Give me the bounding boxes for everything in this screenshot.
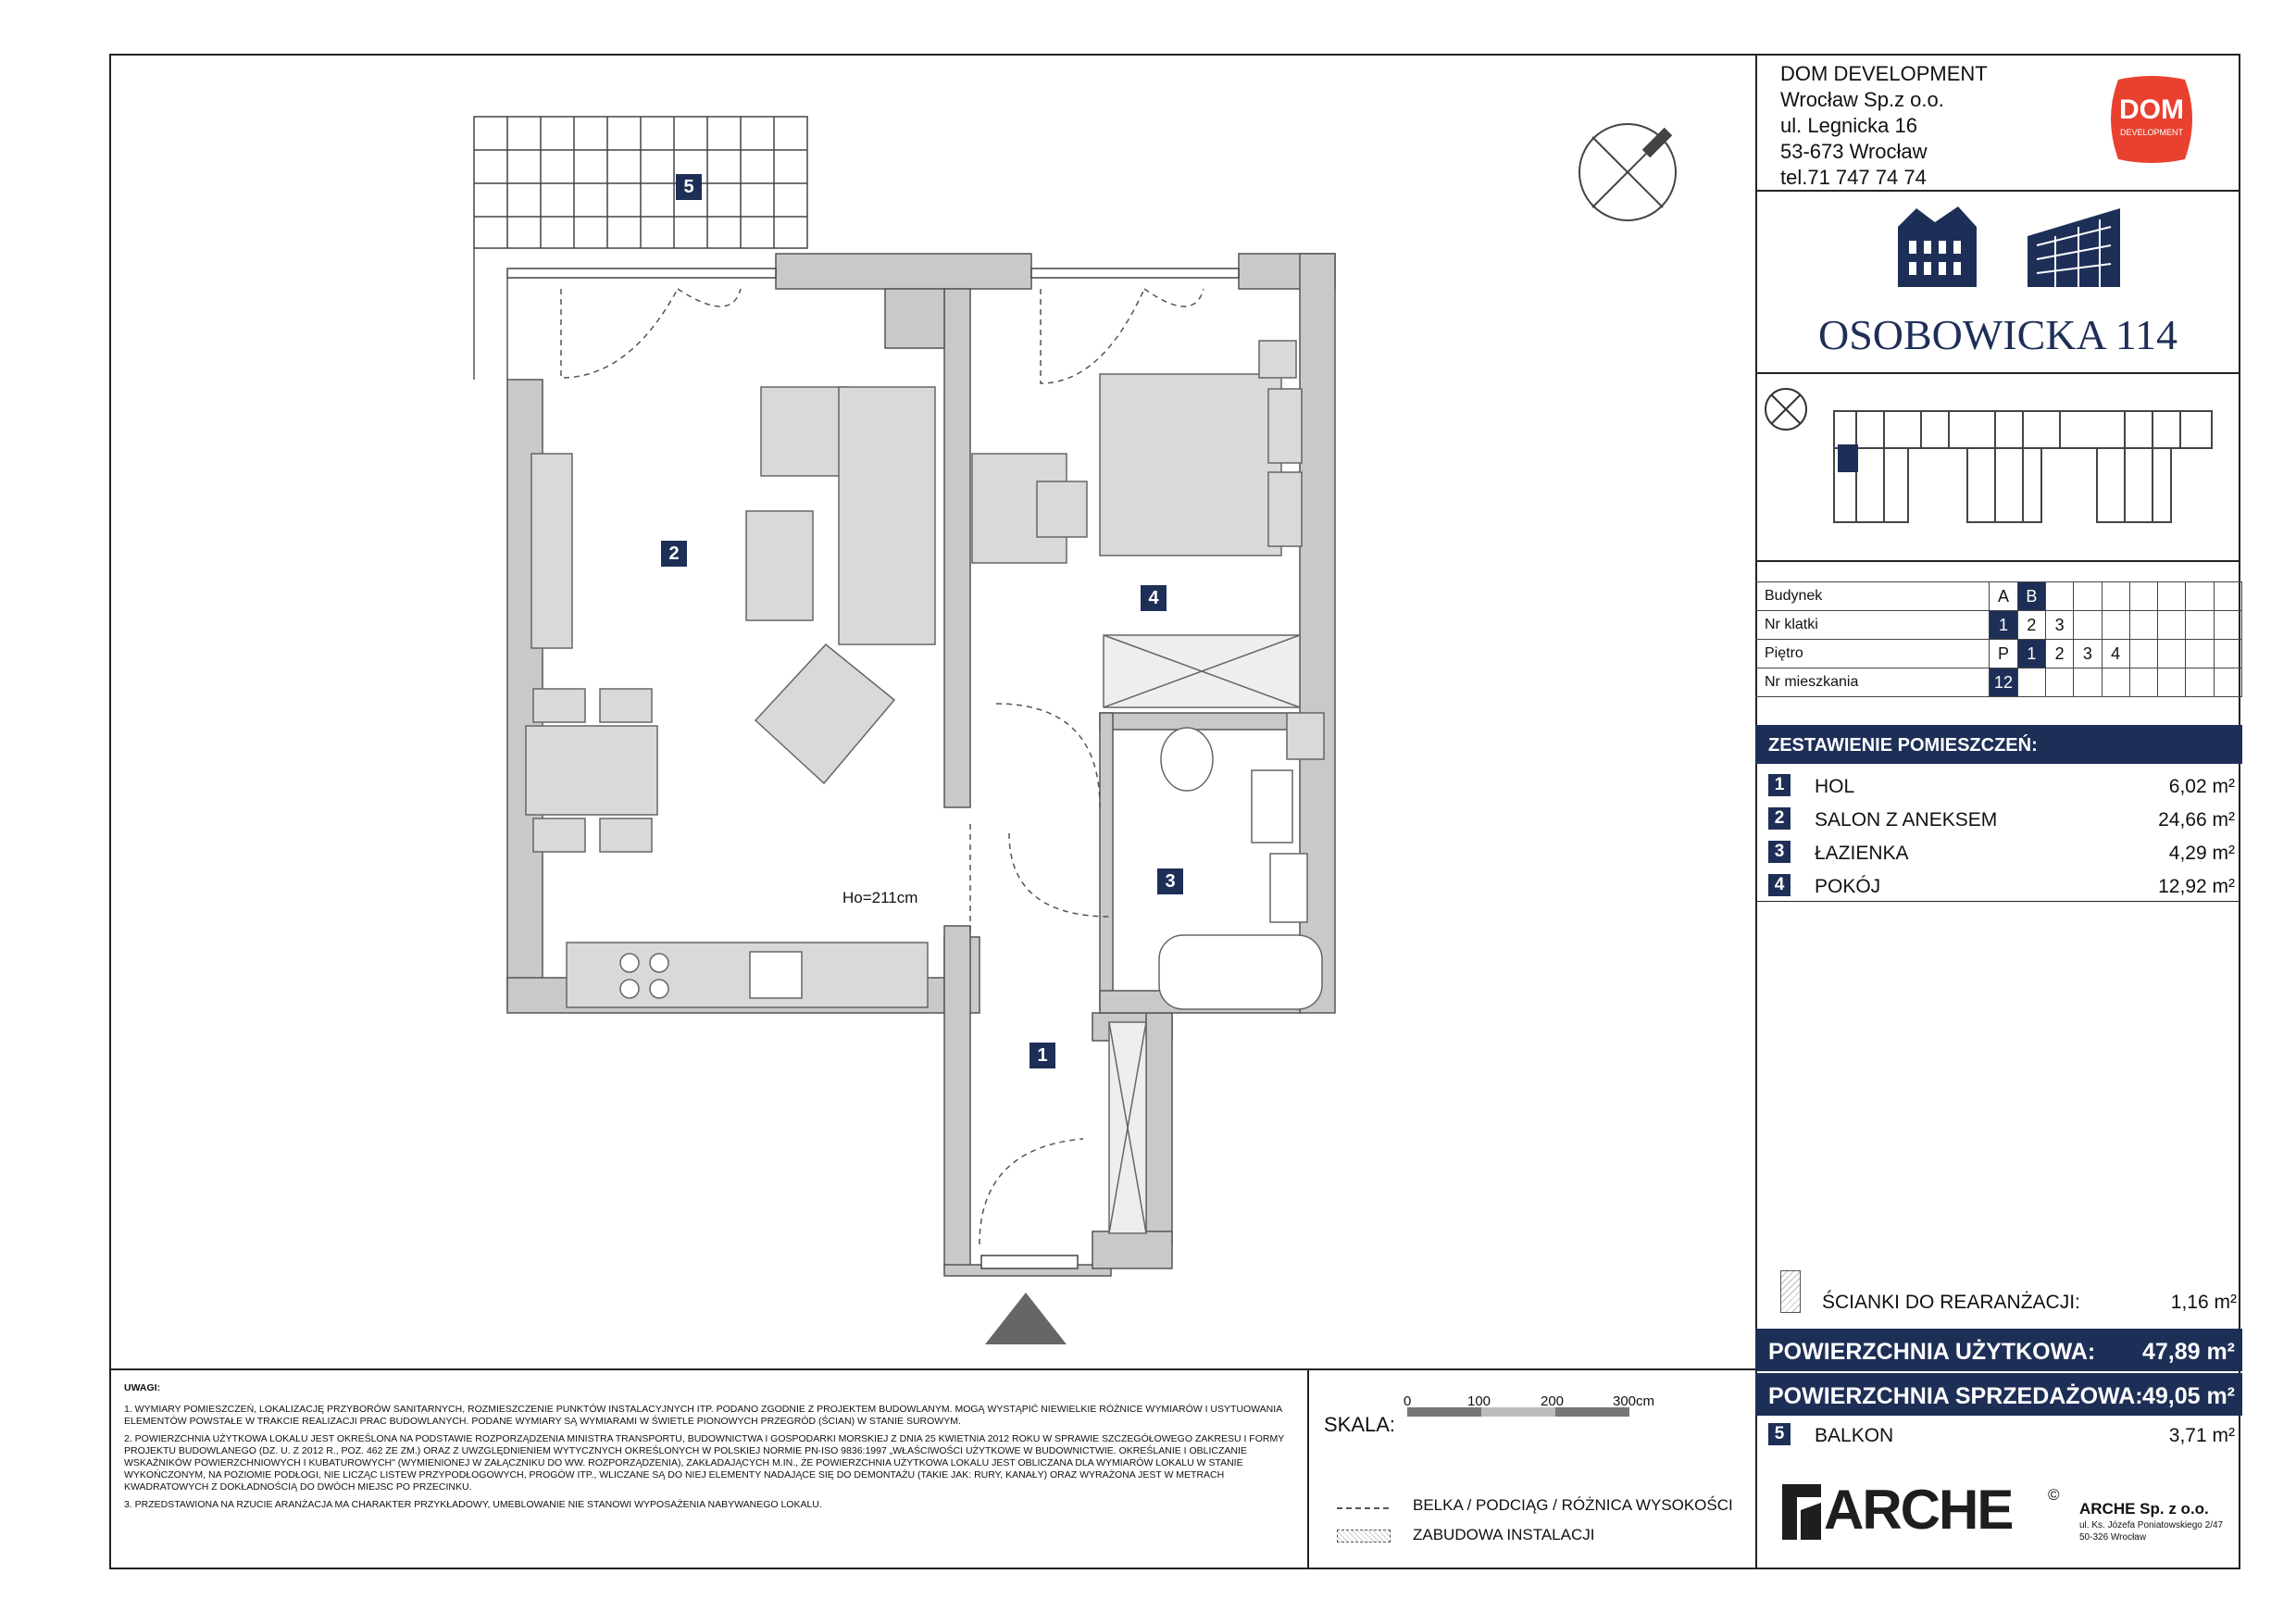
selector-cell (2045, 582, 2073, 611)
selector-cell (2214, 611, 2241, 640)
selector-row (1755, 668, 2242, 697)
arche-address-2: 50-326 Wrocław (2079, 1532, 2147, 1543)
selector-cell (2186, 582, 2214, 611)
entrance-arrow-icon (985, 1293, 1067, 1344)
selector-cell (2129, 668, 2157, 697)
selector-cell[interactable]: 12 (1990, 668, 2017, 697)
selector-cell[interactable]: 4 (2102, 640, 2129, 668)
key-plan (1764, 387, 2236, 549)
scale-label: SKALA: (1324, 1413, 1396, 1436)
height-note: Ho=211cm (842, 889, 918, 906)
room-number: 2 (1768, 807, 1791, 830)
room-name: POKÓJ (1815, 876, 1881, 897)
installation-legend-icon (1337, 1530, 1391, 1543)
selector-row (1755, 611, 2242, 640)
sales-area-bar (1755, 1373, 2242, 1416)
selector-cell (2017, 668, 2045, 697)
notes-title: UWAGI: (124, 1382, 161, 1393)
selector-cell (2158, 611, 2186, 640)
balcony-grid (474, 117, 807, 248)
room-row (1757, 870, 2240, 902)
selector-row-label: Piętro (1755, 640, 1990, 668)
rooms-header: ZESTAWIENIE POMIESZCZEŃ: (1768, 735, 2038, 756)
selector-row (1755, 582, 2242, 611)
selector-cell (2214, 582, 2241, 611)
selector-cell (2158, 668, 2186, 697)
dom-logo-sub: DEVELOPMENT (2119, 128, 2183, 137)
selector-cell (2102, 582, 2129, 611)
project-buildings-illustration (1889, 199, 2139, 296)
balcony-number: 5 (1768, 1423, 1791, 1445)
selector-cell (2129, 640, 2157, 668)
project-title: OSOBOWICKA 114 (1817, 311, 2178, 358)
rooms-header-bar (1755, 725, 2242, 764)
selector-cell[interactable]: P (1990, 640, 2017, 668)
selector-cell (2214, 640, 2241, 668)
room-name: HOL (1815, 776, 1855, 797)
arche-logo-mark (1782, 1484, 1821, 1540)
room-name: ŁAZIENKA (1815, 843, 1909, 864)
balcony-row (1757, 1419, 2240, 1451)
company-line2: Wrocław Sp.z o.o. (1780, 88, 1944, 111)
selector-cell (2158, 582, 2186, 611)
selector-cell (2158, 640, 2186, 668)
usable-area-bar (1755, 1329, 2242, 1371)
usable-area-value: 47,89 m² (2141, 1339, 2235, 1365)
company-city: 53-673 Wrocław (1780, 140, 1928, 163)
selector-cell[interactable]: B (2017, 582, 2045, 611)
note-item: 3. PRZEDSTAWIONA NA RZUCIE ARANŻACJA MA CHARAKTER PRZYKŁADOWY, UMEBLOWANIE NIE STANOWI WYPOSAŻENIA NABYWANEGO LOKALU. (124, 1499, 822, 1510)
usable-area-label: POWIERZCHNIA UŻYTKOWA: (1768, 1339, 2096, 1365)
selector-cell[interactable]: 3 (2045, 611, 2073, 640)
legend-installation: ZABUDOWA INSTALACJI (1413, 1526, 1595, 1543)
balcony-area: 3,71 m² (2168, 1425, 2235, 1446)
arche-logo-text: ARCHE (1824, 1479, 2013, 1541)
rooms-end-line (1755, 901, 2240, 902)
selector-cell (2186, 611, 2214, 640)
balcony-name: BALKON (1815, 1425, 1894, 1446)
rearrangement-area: 1,16 m² (2170, 1292, 2237, 1313)
legend-beam: BELKA / PODCIĄG / RÓŻNICA WYSOKOŚCI (1413, 1496, 1733, 1514)
room-row (1757, 837, 2240, 868)
room-area: 12,92 m² (2158, 876, 2235, 897)
selector-row-label: Nr mieszkania (1755, 668, 1990, 697)
selector-cell[interactable]: 3 (2074, 640, 2102, 668)
notes-divider (109, 1368, 1757, 1370)
arche-address-1: ul. Ks. Józefa Poniatowskiego 2/47 (2079, 1520, 2224, 1530)
scale-tick: 100 (1467, 1393, 1491, 1409)
keyplan-divider (1755, 560, 2240, 562)
selector-cell[interactable]: 1 (2017, 640, 2045, 668)
arche-copyright: © (2048, 1486, 2060, 1504)
selector-cell[interactable]: A (1990, 582, 2017, 611)
room-row (1757, 804, 2240, 835)
plan-label-bathroom: 3 (1157, 868, 1183, 894)
room-area: 24,66 m² (2158, 809, 2235, 831)
plan-label-hall: 1 (1029, 1043, 1055, 1068)
selector-cell[interactable]: 2 (2045, 640, 2073, 668)
note-item: 1. WYMIARY POMIESZCZEŃ, LOKALIZACJĘ PRZYBORÓW SANITARNYCH, ROZMIESZCZENIE PUNKTÓW INSTALACYJNYCH ITP. PODANO ZGODNIE Z PROJEKTEM BUDOWLANYM. MOGĄ WYSTĄPIĆ NIEWIELKIE RÓŻNICE WYMIARÓW I USYTUOWANIA ELEMENTÓW POWSTAŁE W TRAKCIE REALIZACJI PRAC BUDOWLANYCH. PODANE WYMIARY SĄ WYMIARAMI W ŚWIETLE PIONOWYCH PRZEGRÓD (ŚCIAN) W STANIE SUROWYM. (124, 1404, 1282, 1427)
selector-cell (2186, 640, 2214, 668)
company-name: DOM DEVELOPMENT (1780, 62, 1988, 85)
selector-cell (2045, 668, 2073, 697)
selector-cell (2074, 582, 2102, 611)
scale-tick: 300cm (1613, 1393, 1655, 1409)
sales-area-label: POWIERZCHNIA SPRZEDAŻOWA: (1768, 1383, 2143, 1409)
plan-label-room: 4 (1141, 585, 1167, 611)
selector-cell[interactable]: 1 (1990, 611, 2017, 640)
selector-cell (2186, 668, 2214, 697)
selector-row-label: Budynek (1755, 582, 1990, 611)
compass-icon (1579, 124, 1676, 220)
selector-row-label: Nr klatki (1755, 611, 1990, 640)
scale-tick: 0 (1404, 1393, 1412, 1409)
room-number: 4 (1768, 874, 1791, 896)
arche-company-name: ARCHE Sp. z o.o. (2079, 1500, 2209, 1518)
room-row (1757, 770, 2240, 802)
selector-cell[interactable]: 2 (2017, 611, 2045, 640)
selector-cell (2074, 668, 2102, 697)
notes-legend-divider (1307, 1368, 1309, 1569)
selector-cell (2129, 611, 2157, 640)
plan-label-salon: 2 (661, 541, 687, 567)
beam-legend-icon (1337, 1507, 1389, 1509)
company-street: ul. Legnicka 16 (1780, 114, 1917, 137)
company-phone: tel.71 747 74 74 (1780, 166, 1927, 189)
note-item: 2. POWIERZCHNIA UŻYTKOWA LOKALU JEST OKREŚLONA NA PODSTAWIE ROZPORZĄDZENIA MINISTRA TRANSPORTU, BUDOWNICTWA I GOSPODARKI MORSKIEJ Z DNIA 25 KWIETNIA 2012 ROKU W SPRAWIE SZCZEGÓŁOWEGO ZAKRESU I FORMY PROJEKTU BUDOWLANEGO (DZ. U. Z 2012 R., POZ. 462 ZE ZM.) ORAZ Z UWZGLĘDNIENIEM WYTYCZNYCH OKREŚLONYCH W POLSKIEJ NORMIE PN-ISO 9836:1997 „WŁAŚCIWOŚCI UŻYTKOWE W BUDOWNICTWIE. OKREŚLANIE I OBLICZANIE WSKAŹNIKÓW POWIERZCHNIOWYCH I KUBATUROWYCH" (WYMIENIONEJ W ZAŁĄCZNIKU DO WW. ROZPORZĄDZENIA), ZAKŁADAJĄCYCH M.IN., ŻE POWIERZCHNIA UŻYTKOWA LOKALU JEST OBLICZANA DLA WYMIARÓW LOKALU W STANIE WYKOŃCZONYM, NA POZIOMIE PODŁOGI, NIE LICZĄC LISTEW PRZYPODŁOGOWYCH, PROGÓW ITP., WLICZANE SĄ DO NIEJ ELEMENTY NADAJĄCE SIĘ DO DEMONTAŻU (TAKIE JAK: RURY, KANAŁY) ORAZ WYRAŻONA JEST W METRACH KWADRATOWYCH Z DOKŁADNOŚCIĄ DO DWÓCH MIEJSC PO PRZECINKU. (124, 1433, 1285, 1493)
plan-label-balcony: 5 (676, 174, 702, 200)
selector-row (1755, 640, 2242, 668)
selector-cell (2074, 611, 2102, 640)
room-number: 1 (1768, 774, 1791, 796)
sales-area-value: 49,05 m² (2141, 1383, 2235, 1409)
selector-cell (2102, 611, 2129, 640)
dom-logo (2100, 72, 2203, 167)
room-number: 3 (1768, 841, 1791, 863)
company-info (1780, 61, 1988, 191)
room-name: SALON Z ANEKSEM (1815, 809, 1998, 831)
rearrangement-hatch-icon (1780, 1270, 1801, 1313)
title-divider (1755, 372, 2240, 374)
rearrangement-label: ŚCIANKI DO REARANŻACJI: (1822, 1292, 2080, 1313)
dom-logo-text: DOM (2119, 94, 2184, 125)
selector-cell (2214, 668, 2241, 697)
notes-block (124, 1382, 1296, 1511)
room-area: 4,29 m² (2168, 843, 2235, 864)
selector-cell (2129, 582, 2157, 611)
scale-bar (1407, 1407, 1629, 1417)
selector-cell (2102, 668, 2129, 697)
apartment-selector (1755, 581, 2242, 697)
room-area: 6,02 m² (2168, 776, 2235, 797)
scale-tick: 200 (1541, 1393, 1565, 1409)
